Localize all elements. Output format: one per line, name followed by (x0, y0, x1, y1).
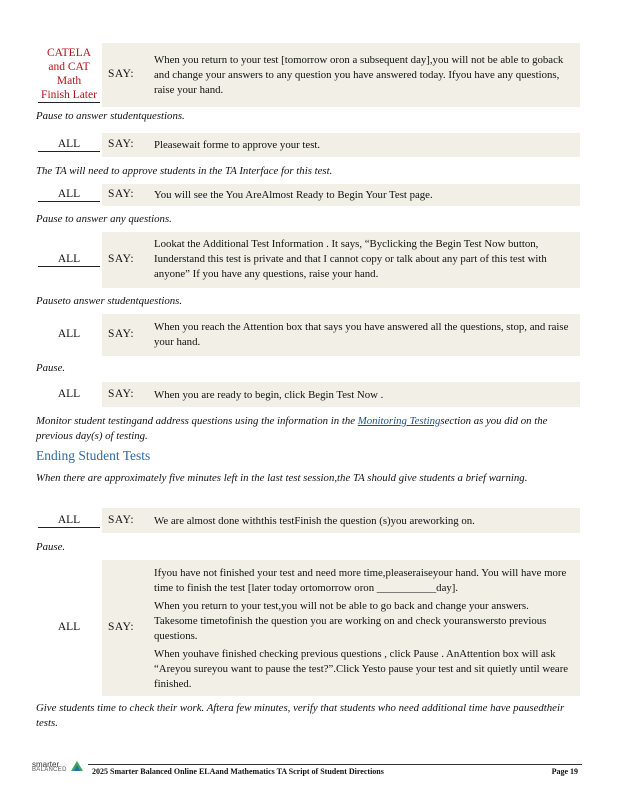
say-text (154, 320, 572, 350)
audience-line: Finish Later (36, 88, 102, 103)
audience-label: ALL (57, 621, 81, 633)
say-label: SAY: (108, 253, 135, 265)
say-paragraph: When you reach the Attention box that says you have answered all the questions, stop, and raise your hand. (154, 321, 569, 348)
script-row (36, 313, 580, 355)
instruction-note: Pause to answer any questions. (36, 213, 172, 225)
say-label: SAY: (108, 388, 135, 400)
audience-label: ALL (57, 328, 81, 340)
note-text: section as you did on the previous day(s) of testing. (36, 415, 548, 442)
say-box (102, 559, 580, 696)
say-paragraph: Pleasewait forme to approve your test. (154, 139, 321, 151)
say-box (102, 507, 580, 533)
say-paragraph: You will see the You AreAlmost Ready to Begin Your Test page. (154, 189, 433, 201)
logo-triangle-icon (70, 760, 84, 772)
script-row (36, 231, 580, 287)
script-row (36, 381, 580, 406)
audience-label: ALL (36, 137, 102, 152)
audience-label: ALL (36, 513, 102, 528)
instruction-note: Pause to answer studentquestions. (36, 110, 185, 122)
say-paragraph: Ifyou have not finished your test and need more time,pleaseraiseyour hand. You will have more time to finish the test [later today ortomorrow oron ___________day]. (154, 567, 567, 594)
page-number: Page 19 (551, 767, 578, 776)
say-paragraph: When you return to your test [tomorrow oron a subsequent day],you will not be able to goback and change your answers to any question you have answered today. Ifyou have any questions, raise your hand. (154, 54, 564, 96)
instruction-note: Pause. (36, 541, 66, 553)
instruction-note: The TA will need to approve students in the TA Interface for this test. (36, 165, 333, 177)
say-label: SAY: (108, 328, 135, 340)
script-row (36, 559, 580, 695)
say-box (102, 381, 580, 407)
say-paragraph: When youhave finished checking previous questions , click Pause . AnAttention box will ask “Areyou sureyou want to pause the test?”.Click Yesto pause your test and sit quietly until weare finished. (154, 648, 569, 690)
say-paragraph: Lookat the Additional Test Information . It says, “Byclicking the Begin Test Now button, Iunderstand this test is private and that I cannot copy or talk about any part of this test with anyone” If you have any questions, raise your hand. (154, 238, 547, 280)
instruction-note: When there are approximately five minutes left in the last test session,the TA should give students a brief warning. (36, 472, 528, 484)
monitoring-testing-link[interactable]: Monitoring Testing (357, 415, 441, 427)
audience-label: ALL (36, 252, 102, 267)
say-text (154, 566, 572, 692)
say-text (154, 188, 572, 203)
say-paragraph: We are almost done withthis testFinish the question (s)you areworking on. (154, 515, 475, 527)
instruction-note (36, 414, 580, 443)
say-paragraph: When you return to your test,you will not be able to go back and change your answers. Takesome timetofinish the question you are working on and check youranswersto previous questions. (154, 600, 547, 642)
audience-line: and CAT (48, 61, 90, 73)
footer-rule (88, 764, 582, 765)
instruction-note: Pause. (36, 362, 66, 374)
audience-line: CATELA (46, 47, 92, 59)
say-box (102, 132, 580, 157)
say-label: SAY: (108, 188, 135, 200)
script-row (36, 507, 580, 532)
instruction-note: Pauseto answer studentquestions. (36, 295, 183, 307)
say-paragraph: When you are ready to begin, click Begin Test Now . (154, 389, 384, 401)
say-text (154, 388, 572, 403)
script-row (36, 183, 580, 205)
say-box (102, 42, 580, 107)
logo-text: smarter (32, 760, 60, 769)
audience-label: ALL (36, 187, 102, 202)
script-row-catela (36, 42, 580, 106)
audience-label: ALL (57, 388, 81, 400)
say-box (102, 313, 580, 356)
say-label: SAY: (108, 621, 135, 633)
section-heading: Ending Student Tests (36, 448, 151, 463)
say-label: SAY: (108, 138, 135, 150)
say-text (154, 53, 572, 98)
say-text (154, 514, 572, 529)
script-row (36, 132, 580, 156)
smarter-balanced-logo (32, 760, 82, 776)
footer-title: 2025 Smarter Balanced Online ELAand Mathematics TA Script of Student Directions (92, 767, 384, 776)
say-text (154, 138, 572, 153)
say-box (102, 231, 580, 288)
say-label: SAY: (108, 514, 135, 526)
logo-text: BALANCED (32, 767, 67, 773)
audience-line: Math (56, 75, 82, 87)
say-text (154, 237, 572, 282)
say-box (102, 183, 580, 206)
say-label: SAY: (108, 68, 135, 80)
instruction-note: Give students time to check their work. Aftera few minutes, verify that students who need additional time have pausedtheir tests. (36, 702, 565, 729)
audience-label (36, 46, 102, 103)
note-text: Monitor student testingand address questions using the information in the (36, 415, 358, 427)
